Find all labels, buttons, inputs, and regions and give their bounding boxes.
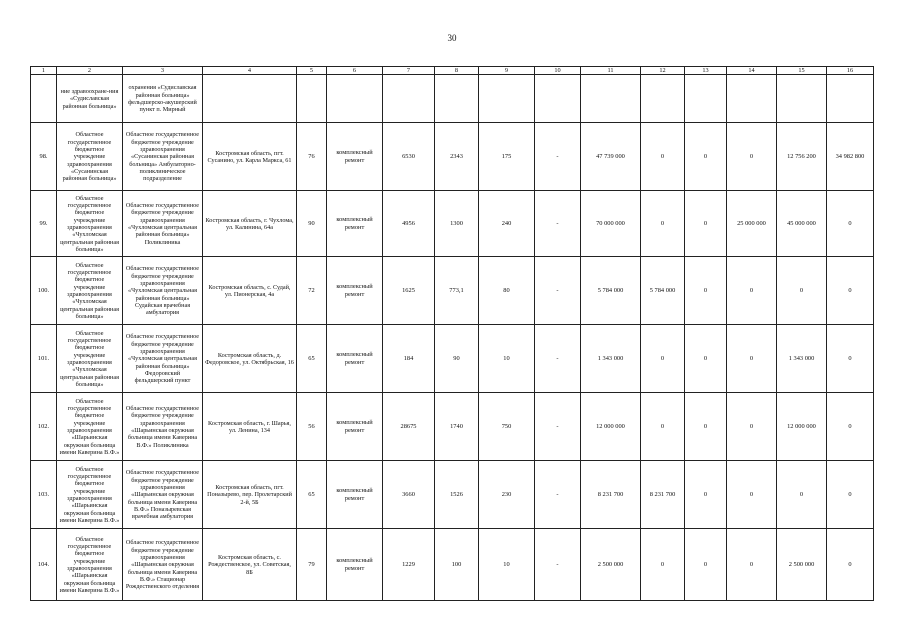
column-number-cell: 14 bbox=[727, 67, 777, 75]
table-cell: 100. bbox=[31, 257, 57, 325]
table-cell: 56 bbox=[297, 393, 327, 461]
table-cell: комплексный ремонт bbox=[327, 257, 383, 325]
table-cell: 45 000 000 bbox=[777, 191, 827, 257]
table-cell: 5 784 000 bbox=[641, 257, 685, 325]
table-cell: 103. bbox=[31, 461, 57, 529]
table-cell: 0 bbox=[685, 461, 727, 529]
table-cell: 101. bbox=[31, 325, 57, 393]
table-cell: Областное государственное бюджетное учреждение здравоохранения «Сусанинская районная больница» Амбулаторно-поликлиническое подразделение bbox=[123, 123, 203, 191]
table-cell: 0 bbox=[641, 191, 685, 257]
column-number-cell: 16 bbox=[827, 67, 874, 75]
table-cell: охранения «Судиславская районная больница» фельдшерско-акушерский пункт п. Мирный bbox=[123, 75, 203, 123]
table-cell: 1300 bbox=[435, 191, 479, 257]
table-cell: Областное государственное бюджетное учреждение здравоохранения «Чухломская центральная районная больница» bbox=[57, 325, 123, 393]
table-cell: 5 784 000 bbox=[581, 257, 641, 325]
table-cell: 0 bbox=[727, 461, 777, 529]
table-cell: 28675 bbox=[383, 393, 435, 461]
table-cell: 0 bbox=[685, 123, 727, 191]
table-header-row bbox=[31, 67, 874, 75]
table-cell: ние здравоохране-ния «Судиславская районная больница» bbox=[57, 75, 123, 123]
repair-table bbox=[30, 66, 874, 601]
table-cell: Областное государственное бюджетное учреждение здравоохранения «Шарьинская окружная больница имени Каверина В.Ф.» bbox=[57, 529, 123, 601]
table-cell bbox=[581, 75, 641, 123]
table-cell: 1526 bbox=[435, 461, 479, 529]
table-cell: - bbox=[535, 393, 581, 461]
table-cell: Областное государственное бюджетное учреждение здравоохранения «Шарьинская окружная больница имени Каверина В.Ф.» bbox=[57, 393, 123, 461]
table-cell bbox=[297, 75, 327, 123]
table-cell: 0 bbox=[827, 257, 874, 325]
table-cell: 1 343 000 bbox=[581, 325, 641, 393]
table-cell: 104. bbox=[31, 529, 57, 601]
table-cell: 0 bbox=[727, 257, 777, 325]
table-cell bbox=[727, 75, 777, 123]
table-cell bbox=[685, 75, 727, 123]
table-cell: 8 231 700 bbox=[581, 461, 641, 529]
table-cell: - bbox=[535, 123, 581, 191]
table-cell bbox=[535, 75, 581, 123]
table-cell: 47 739 000 bbox=[581, 123, 641, 191]
table-cell: Областное государственное бюджетное учреждение здравоохранения «Шарьинская окружная больница имени Каверина В.Ф.» Стационар Рождественского отделения bbox=[123, 529, 203, 601]
table-cell: Областное государственное бюджетное учреждение здравоохранения «Сусанинская районная больница» bbox=[57, 123, 123, 191]
table-cell: 65 bbox=[297, 325, 327, 393]
table-cell: 184 bbox=[383, 325, 435, 393]
table-cell: комплексный ремонт bbox=[327, 123, 383, 191]
table-row bbox=[31, 75, 874, 123]
table-cell bbox=[641, 75, 685, 123]
column-number-cell: 12 bbox=[641, 67, 685, 75]
table-cell: 2343 bbox=[435, 123, 479, 191]
table-cell bbox=[479, 75, 535, 123]
column-number-cell: 7 bbox=[383, 67, 435, 75]
table-cell bbox=[777, 75, 827, 123]
table-cell: 0 bbox=[827, 461, 874, 529]
table-cell: 90 bbox=[435, 325, 479, 393]
table-cell: 10 bbox=[479, 325, 535, 393]
table-cell: 750 bbox=[479, 393, 535, 461]
table-cell: Областное государственное бюджетное учреждение здравоохранения «Шарьинская окружная больница имени Каверина В.Ф.» Поназыревская врачебная амбулатория bbox=[123, 461, 203, 529]
table-cell bbox=[827, 75, 874, 123]
table-cell: - bbox=[535, 325, 581, 393]
table-cell: комплексный ремонт bbox=[327, 461, 383, 529]
table-cell: 6530 bbox=[383, 123, 435, 191]
table-cell: 72 bbox=[297, 257, 327, 325]
table-cell: 2 500 000 bbox=[777, 529, 827, 601]
table-cell: Костромская область, г. Чухлома, ул. Калинина, 64а bbox=[203, 191, 297, 257]
column-number-cell: 13 bbox=[685, 67, 727, 75]
table-cell: 34 982 800 bbox=[827, 123, 874, 191]
table-cell bbox=[31, 75, 57, 123]
table-row bbox=[31, 529, 874, 601]
table-cell: 175 bbox=[479, 123, 535, 191]
table-cell: 90 bbox=[297, 191, 327, 257]
table-cell: 70 000 000 bbox=[581, 191, 641, 257]
table-cell: Областное государственное бюджетное учреждение здравоохранения «Чухломская центральная районная больница» Судайская врачебная амбулатория bbox=[123, 257, 203, 325]
table-cell: 4956 bbox=[383, 191, 435, 257]
table-cell: - bbox=[535, 461, 581, 529]
table-cell: Костромская область, г. Шарья, ул. Ленина, 134 bbox=[203, 393, 297, 461]
column-number-cell: 6 bbox=[327, 67, 383, 75]
table-cell: 0 bbox=[685, 325, 727, 393]
table-cell: 98. bbox=[31, 123, 57, 191]
table-cell: Областное государственное бюджетное учреждение здравоохранения «Чухломская центральная районная больница» bbox=[57, 191, 123, 257]
table-cell: 0 bbox=[685, 393, 727, 461]
table-cell: 12 756 200 bbox=[777, 123, 827, 191]
table-cell: - bbox=[535, 191, 581, 257]
table-row bbox=[31, 461, 874, 529]
column-number-cell: 4 bbox=[203, 67, 297, 75]
table-cell: 1229 bbox=[383, 529, 435, 601]
table-cell: 0 bbox=[777, 257, 827, 325]
table-cell: Областное государственное бюджетное учреждение здравоохранения «Шарьинская окружная больница имени Каверина В.Ф.» bbox=[57, 461, 123, 529]
table-cell: Костромская область, с. Рождественское, ул. Советская, 8Б bbox=[203, 529, 297, 601]
table-cell: 1740 bbox=[435, 393, 479, 461]
table-cell: 12 000 000 bbox=[777, 393, 827, 461]
column-number-cell: 9 bbox=[479, 67, 535, 75]
table-cell: 80 bbox=[479, 257, 535, 325]
column-number-cell: 2 bbox=[57, 67, 123, 75]
table-cell: Костромская область, с. Судай, ул. Пионерская, 4а bbox=[203, 257, 297, 325]
table-cell: 0 bbox=[685, 191, 727, 257]
column-number-cell: 3 bbox=[123, 67, 203, 75]
table-cell: комплексный ремонт bbox=[327, 529, 383, 601]
table-cell: - bbox=[535, 529, 581, 601]
table-cell: 0 bbox=[641, 529, 685, 601]
table-cell: Областное государственное бюджетное учреждение здравоохранения «Чухломская центральная районная больница» bbox=[57, 257, 123, 325]
table-cell: 0 bbox=[727, 123, 777, 191]
table-cell: 25 000 000 bbox=[727, 191, 777, 257]
column-number-cell: 11 bbox=[581, 67, 641, 75]
table-cell: 0 bbox=[641, 393, 685, 461]
table-row bbox=[31, 257, 874, 325]
table-cell: 0 bbox=[685, 257, 727, 325]
table-row bbox=[31, 325, 874, 393]
table-cell: 3660 bbox=[383, 461, 435, 529]
table-cell: 79 bbox=[297, 529, 327, 601]
table-cell: 0 bbox=[827, 529, 874, 601]
table-cell: 0 bbox=[827, 191, 874, 257]
table-cell: 0 bbox=[685, 529, 727, 601]
table-cell: Областное государственное бюджетное учреждение здравоохранения «Чухломская центральная районная больница» Поликлиника bbox=[123, 191, 203, 257]
table-cell: 240 bbox=[479, 191, 535, 257]
table-cell: 773,1 bbox=[435, 257, 479, 325]
table-cell: 0 bbox=[641, 325, 685, 393]
table-cell: 100 bbox=[435, 529, 479, 601]
table-cell bbox=[327, 75, 383, 123]
table-cell bbox=[435, 75, 479, 123]
column-number-cell: 15 bbox=[777, 67, 827, 75]
table-cell: 0 bbox=[641, 123, 685, 191]
table-cell: комплексный ремонт bbox=[327, 325, 383, 393]
table-cell: - bbox=[535, 257, 581, 325]
table-cell: 0 bbox=[727, 393, 777, 461]
table-cell: Костромская область, пгт. Сусанино, ул. Карла Маркса, 61 bbox=[203, 123, 297, 191]
table-cell: Костромская область, д. Федоровское, ул. Октябрьская, 16 bbox=[203, 325, 297, 393]
column-number-cell: 8 bbox=[435, 67, 479, 75]
table-cell: 2 500 000 bbox=[581, 529, 641, 601]
page-number: 30 bbox=[447, 33, 457, 43]
table-cell bbox=[383, 75, 435, 123]
table-cell: 0 bbox=[727, 529, 777, 601]
table-cell: 8 231 700 bbox=[641, 461, 685, 529]
table-cell: 65 bbox=[297, 461, 327, 529]
table-cell bbox=[203, 75, 297, 123]
table-row bbox=[31, 191, 874, 257]
table-cell: 12 000 000 bbox=[581, 393, 641, 461]
table-cell: 10 bbox=[479, 529, 535, 601]
table-cell: 230 bbox=[479, 461, 535, 529]
table-cell: 1625 bbox=[383, 257, 435, 325]
column-number-cell: 5 bbox=[297, 67, 327, 75]
table-cell: 76 bbox=[297, 123, 327, 191]
table-cell: 102. bbox=[31, 393, 57, 461]
table-cell: Областное государственное бюджетное учреждение здравоохранения «Чухломская центральная районная больница» Федоровский фельдшерский пункт bbox=[123, 325, 203, 393]
table-cell: Костромская область, пгт. Поназырево, пер. Пролетарский 2-й, 5Б bbox=[203, 461, 297, 529]
table-row bbox=[31, 393, 874, 461]
table-cell: 0 bbox=[777, 461, 827, 529]
table-cell: 0 bbox=[827, 325, 874, 393]
table-cell: 1 343 000 bbox=[777, 325, 827, 393]
table-cell: 0 bbox=[827, 393, 874, 461]
table-row bbox=[31, 123, 874, 191]
column-number-cell: 1 bbox=[31, 67, 57, 75]
table-cell: комплексный ремонт bbox=[327, 393, 383, 461]
table-cell: Областное государственное бюджетное учреждение здравоохранения «Шарьинская окружная больница имени Каверина В.Ф.» Поликлиника bbox=[123, 393, 203, 461]
table-cell: 99. bbox=[31, 191, 57, 257]
column-number-cell: 10 bbox=[535, 67, 581, 75]
table-cell: 0 bbox=[727, 325, 777, 393]
table-cell: комплексный ремонт bbox=[327, 191, 383, 257]
